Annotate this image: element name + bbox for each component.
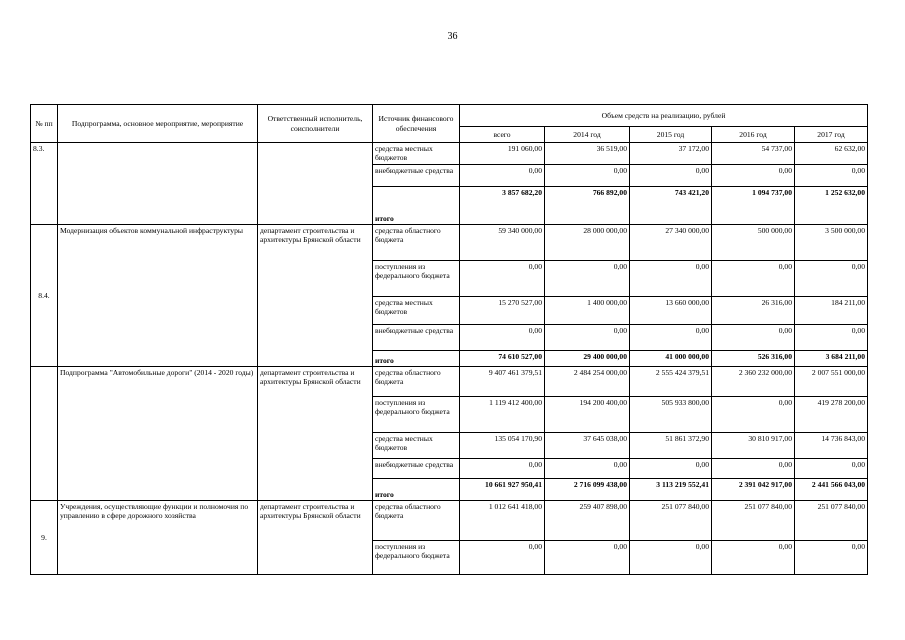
- item-number: 8.3.: [31, 143, 58, 225]
- program-name: Модернизация объектов коммунальной инфраструктуры: [58, 225, 258, 367]
- amount-cell: 0,00: [795, 325, 868, 351]
- amount-cell: 251 077 840,00: [712, 501, 795, 541]
- amount-cell: 0,00: [630, 261, 712, 297]
- amount-cell: 29 400 000,00: [545, 351, 630, 367]
- amount-cell: 0,00: [712, 397, 795, 433]
- header-volume: Объем средств на реализацию, рублей: [460, 105, 868, 127]
- executor-name: департамент строительства и архитектуры Брянской области: [258, 225, 373, 367]
- funding-source: средства местных бюджетов: [373, 433, 460, 459]
- amount-cell: 259 407 898,00: [545, 501, 630, 541]
- amount-cell: 3 857 682,20: [460, 187, 545, 225]
- amount-cell: 191 060,00: [460, 143, 545, 165]
- header-executor: Ответственный исполнитель, соисполнители: [258, 105, 373, 143]
- table-row: [31, 225, 868, 261]
- amount-cell: 2 360 232 000,00: [712, 367, 795, 397]
- budget-table: [30, 104, 868, 575]
- amount-cell: 59 340 000,00: [460, 225, 545, 261]
- amount-cell: 74 610 527,00: [460, 351, 545, 367]
- amount-cell: 743 421,20: [630, 187, 712, 225]
- item-number: 8.4.: [31, 225, 58, 367]
- amount-cell: 1 119 412 400,00: [460, 397, 545, 433]
- amount-cell: 0,00: [712, 459, 795, 479]
- amount-cell: 194 200 400,00: [545, 397, 630, 433]
- amount-cell: 0,00: [712, 261, 795, 297]
- amount-cell: 766 892,00: [545, 187, 630, 225]
- funding-source: внебюджетные средства: [373, 165, 460, 187]
- amount-cell: 251 077 840,00: [630, 501, 712, 541]
- amount-cell: 135 054 170,90: [460, 433, 545, 459]
- table-row: [31, 143, 868, 165]
- funding-source: внебюджетные средства: [373, 459, 460, 479]
- amount-cell: 526 316,00: [712, 351, 795, 367]
- table-row: [31, 367, 868, 397]
- amount-cell: 0,00: [460, 325, 545, 351]
- amount-cell: 0,00: [545, 459, 630, 479]
- amount-cell: 2 391 042 917,00: [712, 479, 795, 501]
- header-year-2014: 2014 год: [545, 127, 630, 143]
- header-year-2016: 2016 год: [712, 127, 795, 143]
- amount-cell: 0,00: [712, 325, 795, 351]
- amount-cell: 1 012 641 418,00: [460, 501, 545, 541]
- amount-cell: 0,00: [795, 165, 868, 187]
- amount-cell: 1 252 632,00: [795, 187, 868, 225]
- funding-source: средства местных бюджетов: [373, 143, 460, 165]
- item-number: 9.: [31, 501, 58, 575]
- amount-cell: 26 316,00: [712, 297, 795, 325]
- amount-cell: 37 172,00: [630, 143, 712, 165]
- amount-cell: 0,00: [795, 459, 868, 479]
- amount-cell: 28 000 000,00: [545, 225, 630, 261]
- funding-source: поступления из федерального бюджета: [373, 261, 460, 297]
- table-body: [31, 143, 868, 575]
- amount-cell: 0,00: [545, 165, 630, 187]
- amount-cell: 0,00: [795, 261, 868, 297]
- funding-source: поступления из федерального бюджета: [373, 397, 460, 433]
- header-year-2015: 2015 год: [630, 127, 712, 143]
- header-num: № пп: [31, 105, 58, 143]
- amount-cell: 0,00: [545, 541, 630, 575]
- amount-cell: 0,00: [630, 541, 712, 575]
- amount-cell: 3 113 219 552,41: [630, 479, 712, 501]
- amount-cell: 9 407 461 379,51: [460, 367, 545, 397]
- amount-cell: 0,00: [545, 261, 630, 297]
- amount-cell: 37 645 038,00: [545, 433, 630, 459]
- header-program: Подпрограмма, основное мероприятие, мероприятие: [58, 105, 258, 143]
- amount-cell: 2 716 099 438,00: [545, 479, 630, 501]
- amount-cell: 1 400 000,00: [545, 297, 630, 325]
- amount-cell: 0,00: [460, 459, 545, 479]
- program-name: Учреждения, осуществляющие функции и полномочия по управлению в сфере дорожного хозяйства: [58, 501, 258, 575]
- amount-cell: 1 094 737,00: [712, 187, 795, 225]
- program-name: [58, 143, 258, 225]
- amount-cell: 505 933 800,00: [630, 397, 712, 433]
- amount-cell: 251 077 840,00: [795, 501, 868, 541]
- amount-cell: 14 736 843,00: [795, 433, 868, 459]
- amount-cell: 0,00: [460, 541, 545, 575]
- amount-cell: 13 660 000,00: [630, 297, 712, 325]
- funding-source: средства местных бюджетов: [373, 297, 460, 325]
- executor-name: департамент строительства и архитектуры Брянской области: [258, 367, 373, 501]
- amount-cell: 0,00: [630, 459, 712, 479]
- amount-cell: 419 278 200,00: [795, 397, 868, 433]
- amount-cell: 2 484 254 000,00: [545, 367, 630, 397]
- header-source: Источник финансового обеспечения: [373, 105, 460, 143]
- funding-source: средства областного бюджета: [373, 501, 460, 541]
- amount-cell: 0,00: [712, 541, 795, 575]
- executor-name: департамент строительства и архитектуры Брянской области: [258, 501, 373, 575]
- funding-source: средства областного бюджета: [373, 225, 460, 261]
- executor-name: [258, 143, 373, 225]
- amount-cell: 0,00: [460, 165, 545, 187]
- amount-cell: 3 500 000,00: [795, 225, 868, 261]
- page-number: 36: [447, 31, 458, 42]
- header-year-total: всего: [460, 127, 545, 143]
- amount-cell: 500 000,00: [712, 225, 795, 261]
- amount-cell: 51 861 372,90: [630, 433, 712, 459]
- amount-cell: 0,00: [460, 261, 545, 297]
- funding-source: внебюджетные средства: [373, 325, 460, 351]
- amount-cell: 2 441 566 043,00: [795, 479, 868, 501]
- amount-cell: 15 270 527,00: [460, 297, 545, 325]
- funding-source: средства областного бюджета: [373, 367, 460, 397]
- item-number: [31, 367, 58, 501]
- funding-source: итого: [373, 351, 460, 367]
- table-row: [31, 501, 868, 541]
- header-year-2017: 2017 год: [795, 127, 868, 143]
- amount-cell: 41 000 000,00: [630, 351, 712, 367]
- amount-cell: 54 737,00: [712, 143, 795, 165]
- amount-cell: 27 340 000,00: [630, 225, 712, 261]
- amount-cell: 0,00: [630, 325, 712, 351]
- funding-source: итого: [373, 187, 460, 225]
- amount-cell: 0,00: [545, 325, 630, 351]
- amount-cell: 30 810 917,00: [712, 433, 795, 459]
- amount-cell: 10 661 927 950,41: [460, 479, 545, 501]
- funding-source: итого: [373, 479, 460, 501]
- amount-cell: 62 632,00: [795, 143, 868, 165]
- amount-cell: 36 519,00: [545, 143, 630, 165]
- program-name: Подпрограмма "Автомобильные дороги" (2014 - 2020 годы): [58, 367, 258, 501]
- amount-cell: 0,00: [795, 541, 868, 575]
- amount-cell: 184 211,00: [795, 297, 868, 325]
- amount-cell: 0,00: [712, 165, 795, 187]
- amount-cell: 0,00: [630, 165, 712, 187]
- amount-cell: 3 684 211,00: [795, 351, 868, 367]
- funding-source: поступления из федерального бюджета: [373, 541, 460, 575]
- amount-cell: 2 007 551 000,00: [795, 367, 868, 397]
- amount-cell: 2 555 424 379,51: [630, 367, 712, 397]
